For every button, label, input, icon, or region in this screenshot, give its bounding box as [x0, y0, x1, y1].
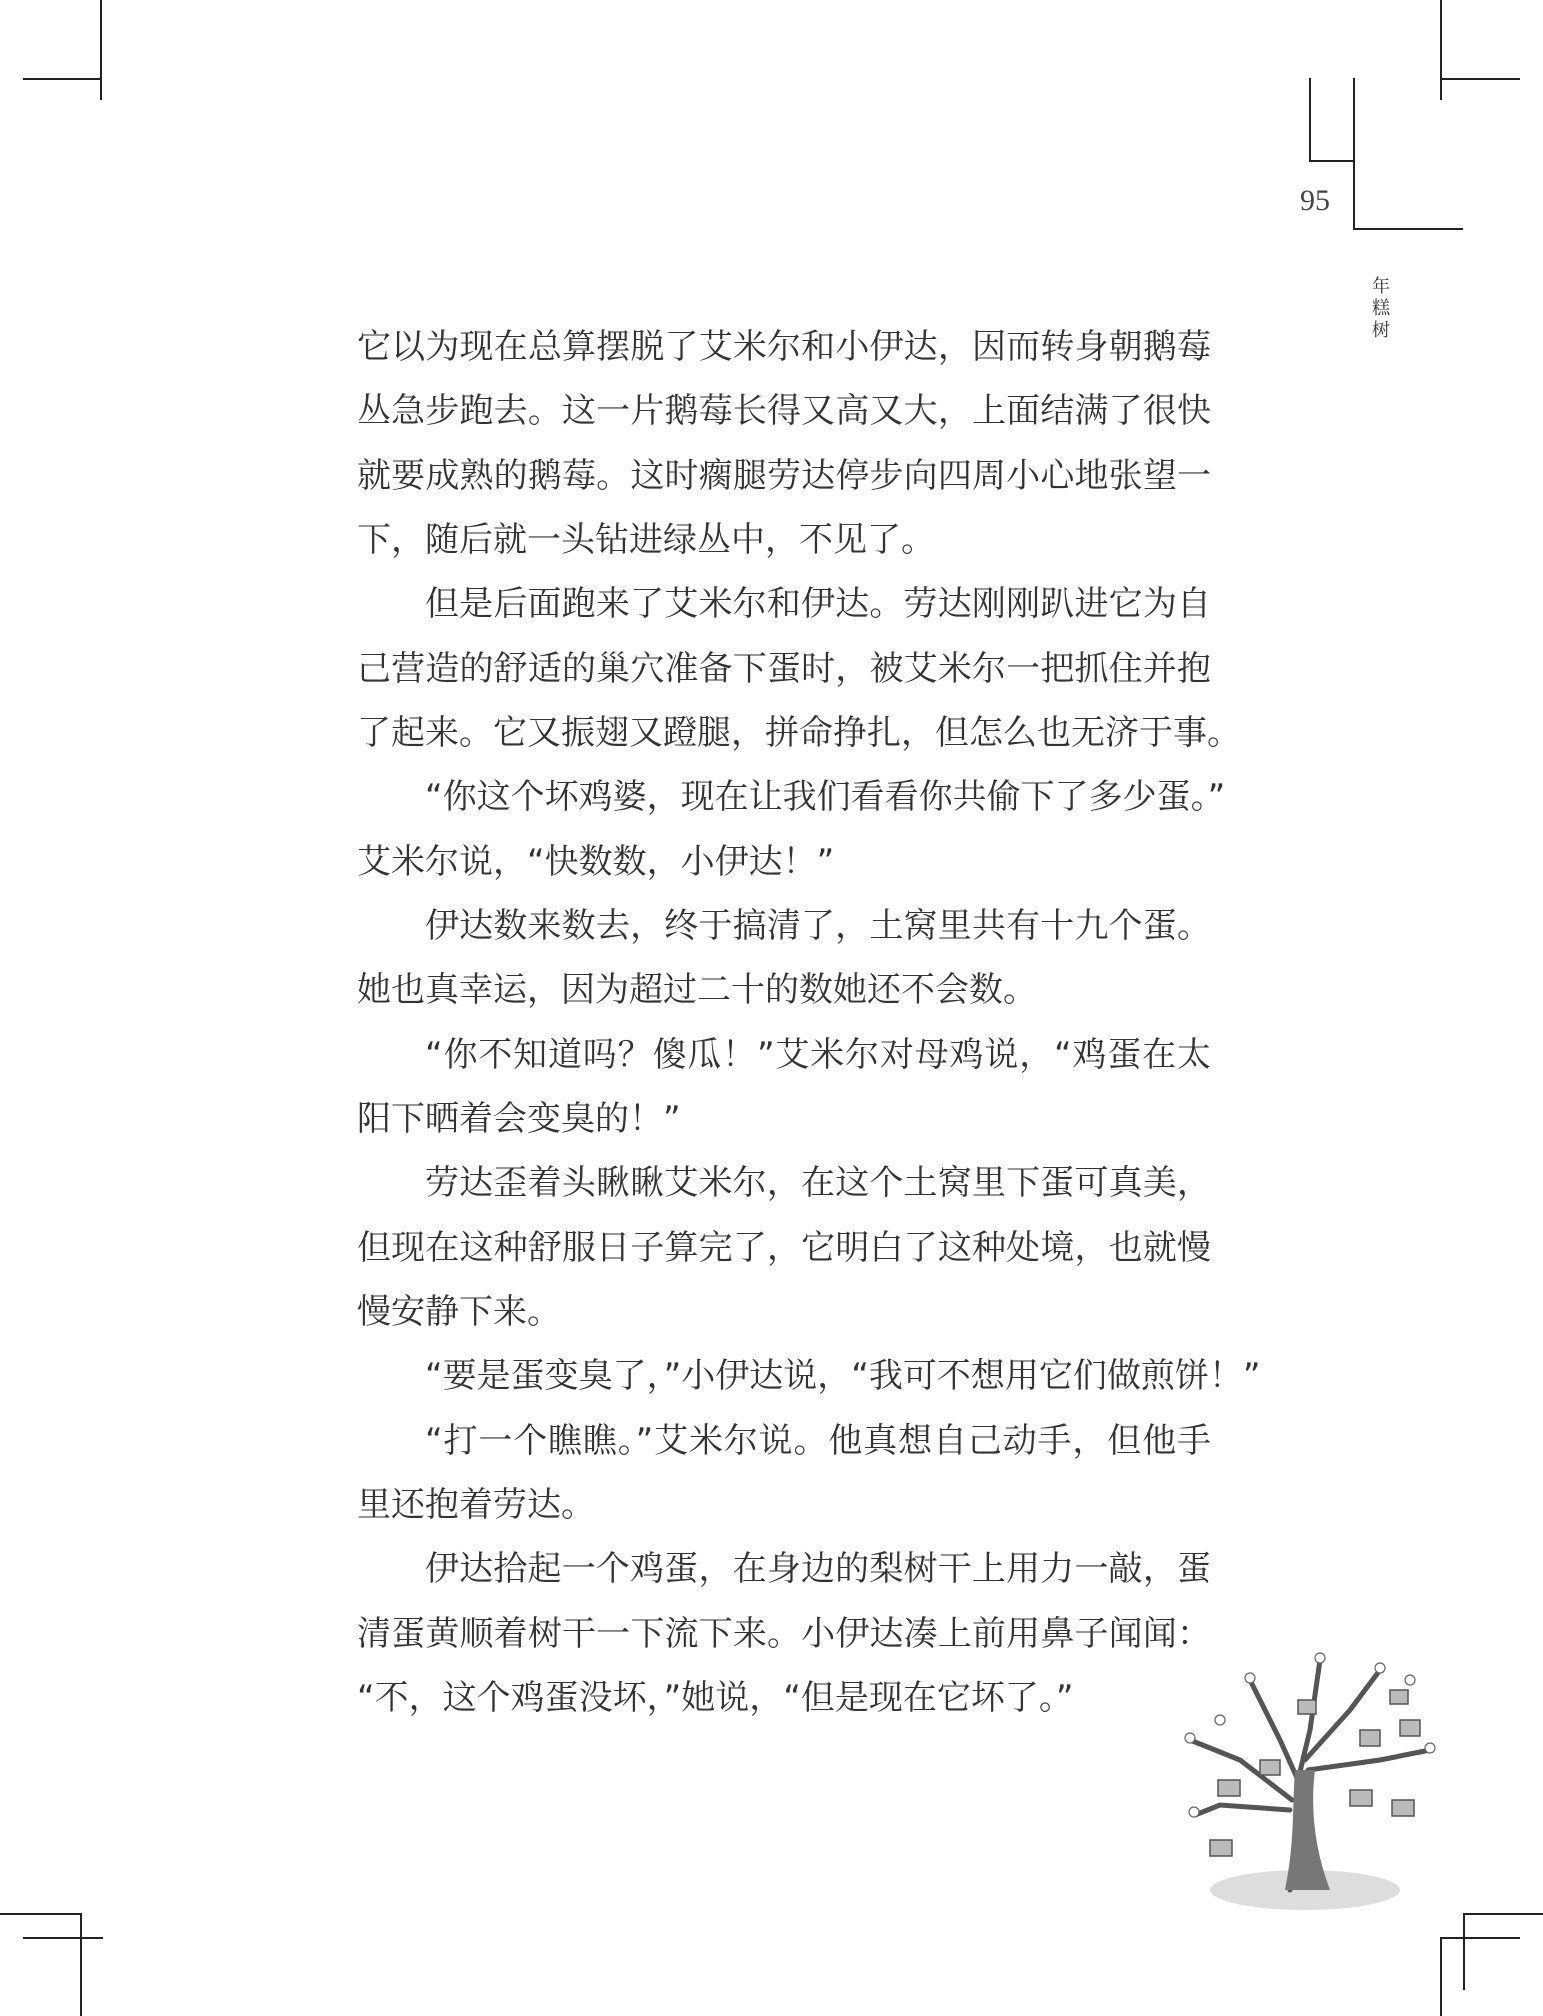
text-line: “要是蛋变臭了，”小伊达说，“我可不想用它们做煎饼！”	[425, 1356, 1261, 1396]
text-line: 她也真幸运，因为超过二十的数她还不会数。	[357, 970, 1037, 1010]
crop-mark	[80, 1913, 82, 2016]
tree-illustration	[1180, 1640, 1445, 1920]
crop-mark	[1309, 160, 1353, 162]
text-line: 下，随后就一头钻进绿丛中，不见了。	[357, 520, 935, 560]
text-line: “打一个瞧瞧。”艾米尔说。他真想自己动手，但他手	[425, 1421, 1211, 1461]
crop-mark	[1463, 1913, 1465, 1990]
text-line: 它以为现在总算摆脱了艾米尔和小伊达，因而转身朝鹅莓	[357, 327, 1211, 367]
crop-mark	[1353, 228, 1463, 230]
text-line: 阳下晒着会变臭的！”	[357, 1099, 681, 1139]
crop-mark	[1463, 1913, 1543, 1915]
text-line: “不，这个鸡蛋没坏，”她说，“但是现在它坏了。”	[357, 1678, 1074, 1718]
crop-mark	[1353, 78, 1355, 230]
text-line: 艾米尔说，“快数数，小伊达！”	[357, 842, 835, 882]
text-line: 但现在这种舒服日子算完了，它明白了这种处境，也就慢	[357, 1228, 1211, 1268]
crop-mark	[23, 1937, 103, 1939]
text-line: 里还抱着劳达。	[357, 1485, 595, 1525]
crop-mark	[1440, 1937, 1520, 1939]
crop-mark	[23, 78, 102, 80]
text-line: 慢安静下来。	[357, 1292, 561, 1332]
text-line: “你不知道吗？傻瓜！”艾米尔对母鸡说，“鸡蛋在太	[425, 1035, 1211, 1075]
running-title: 年糕树	[1372, 276, 1390, 341]
crop-mark	[1309, 78, 1311, 162]
text-line: 丛急步跑去。这一片鹅莓长得又高又大，上面结满了很快	[357, 391, 1211, 431]
text-line: “你这个坏鸡婆，现在让我们看看你共偷下了多少蛋。”	[425, 777, 1226, 817]
crop-mark	[1440, 78, 1520, 80]
text-line: 伊达数来数去，终于搞清了，土窝里共有十九个蛋。	[425, 906, 1211, 946]
crop-mark	[100, 0, 102, 100]
text-line: 劳达歪着头瞅瞅艾米尔，在这个土窝里下蛋可真美，	[425, 1163, 1211, 1203]
text-line: 但是后面跑来了艾米尔和伊达。劳达刚刚趴进它为自	[425, 584, 1211, 624]
text-line: 就要成熟的鹅莓。这时瘸腿劳达停步向四周小心地张望一	[357, 456, 1211, 496]
text-line: 了起来。它又振翅又蹬腿，拼命挣扎，但怎么也无济于事。	[357, 713, 1241, 753]
text-line: 己营造的舒适的巢穴准备下蛋时，被艾米尔一把抓住并抱	[357, 649, 1211, 689]
page-number: 95	[1300, 184, 1330, 217]
text-line: 伊达拾起一个鸡蛋，在身边的梨树干上用力一敲，蛋	[425, 1549, 1211, 1589]
crop-mark	[0, 1913, 80, 1915]
text-line: 清蛋黄顺着树干一下流下来。小伊达凑上前用鼻子闻闻：	[357, 1614, 1211, 1654]
crop-mark	[1440, 0, 1442, 100]
crop-mark	[1440, 1937, 1442, 2016]
